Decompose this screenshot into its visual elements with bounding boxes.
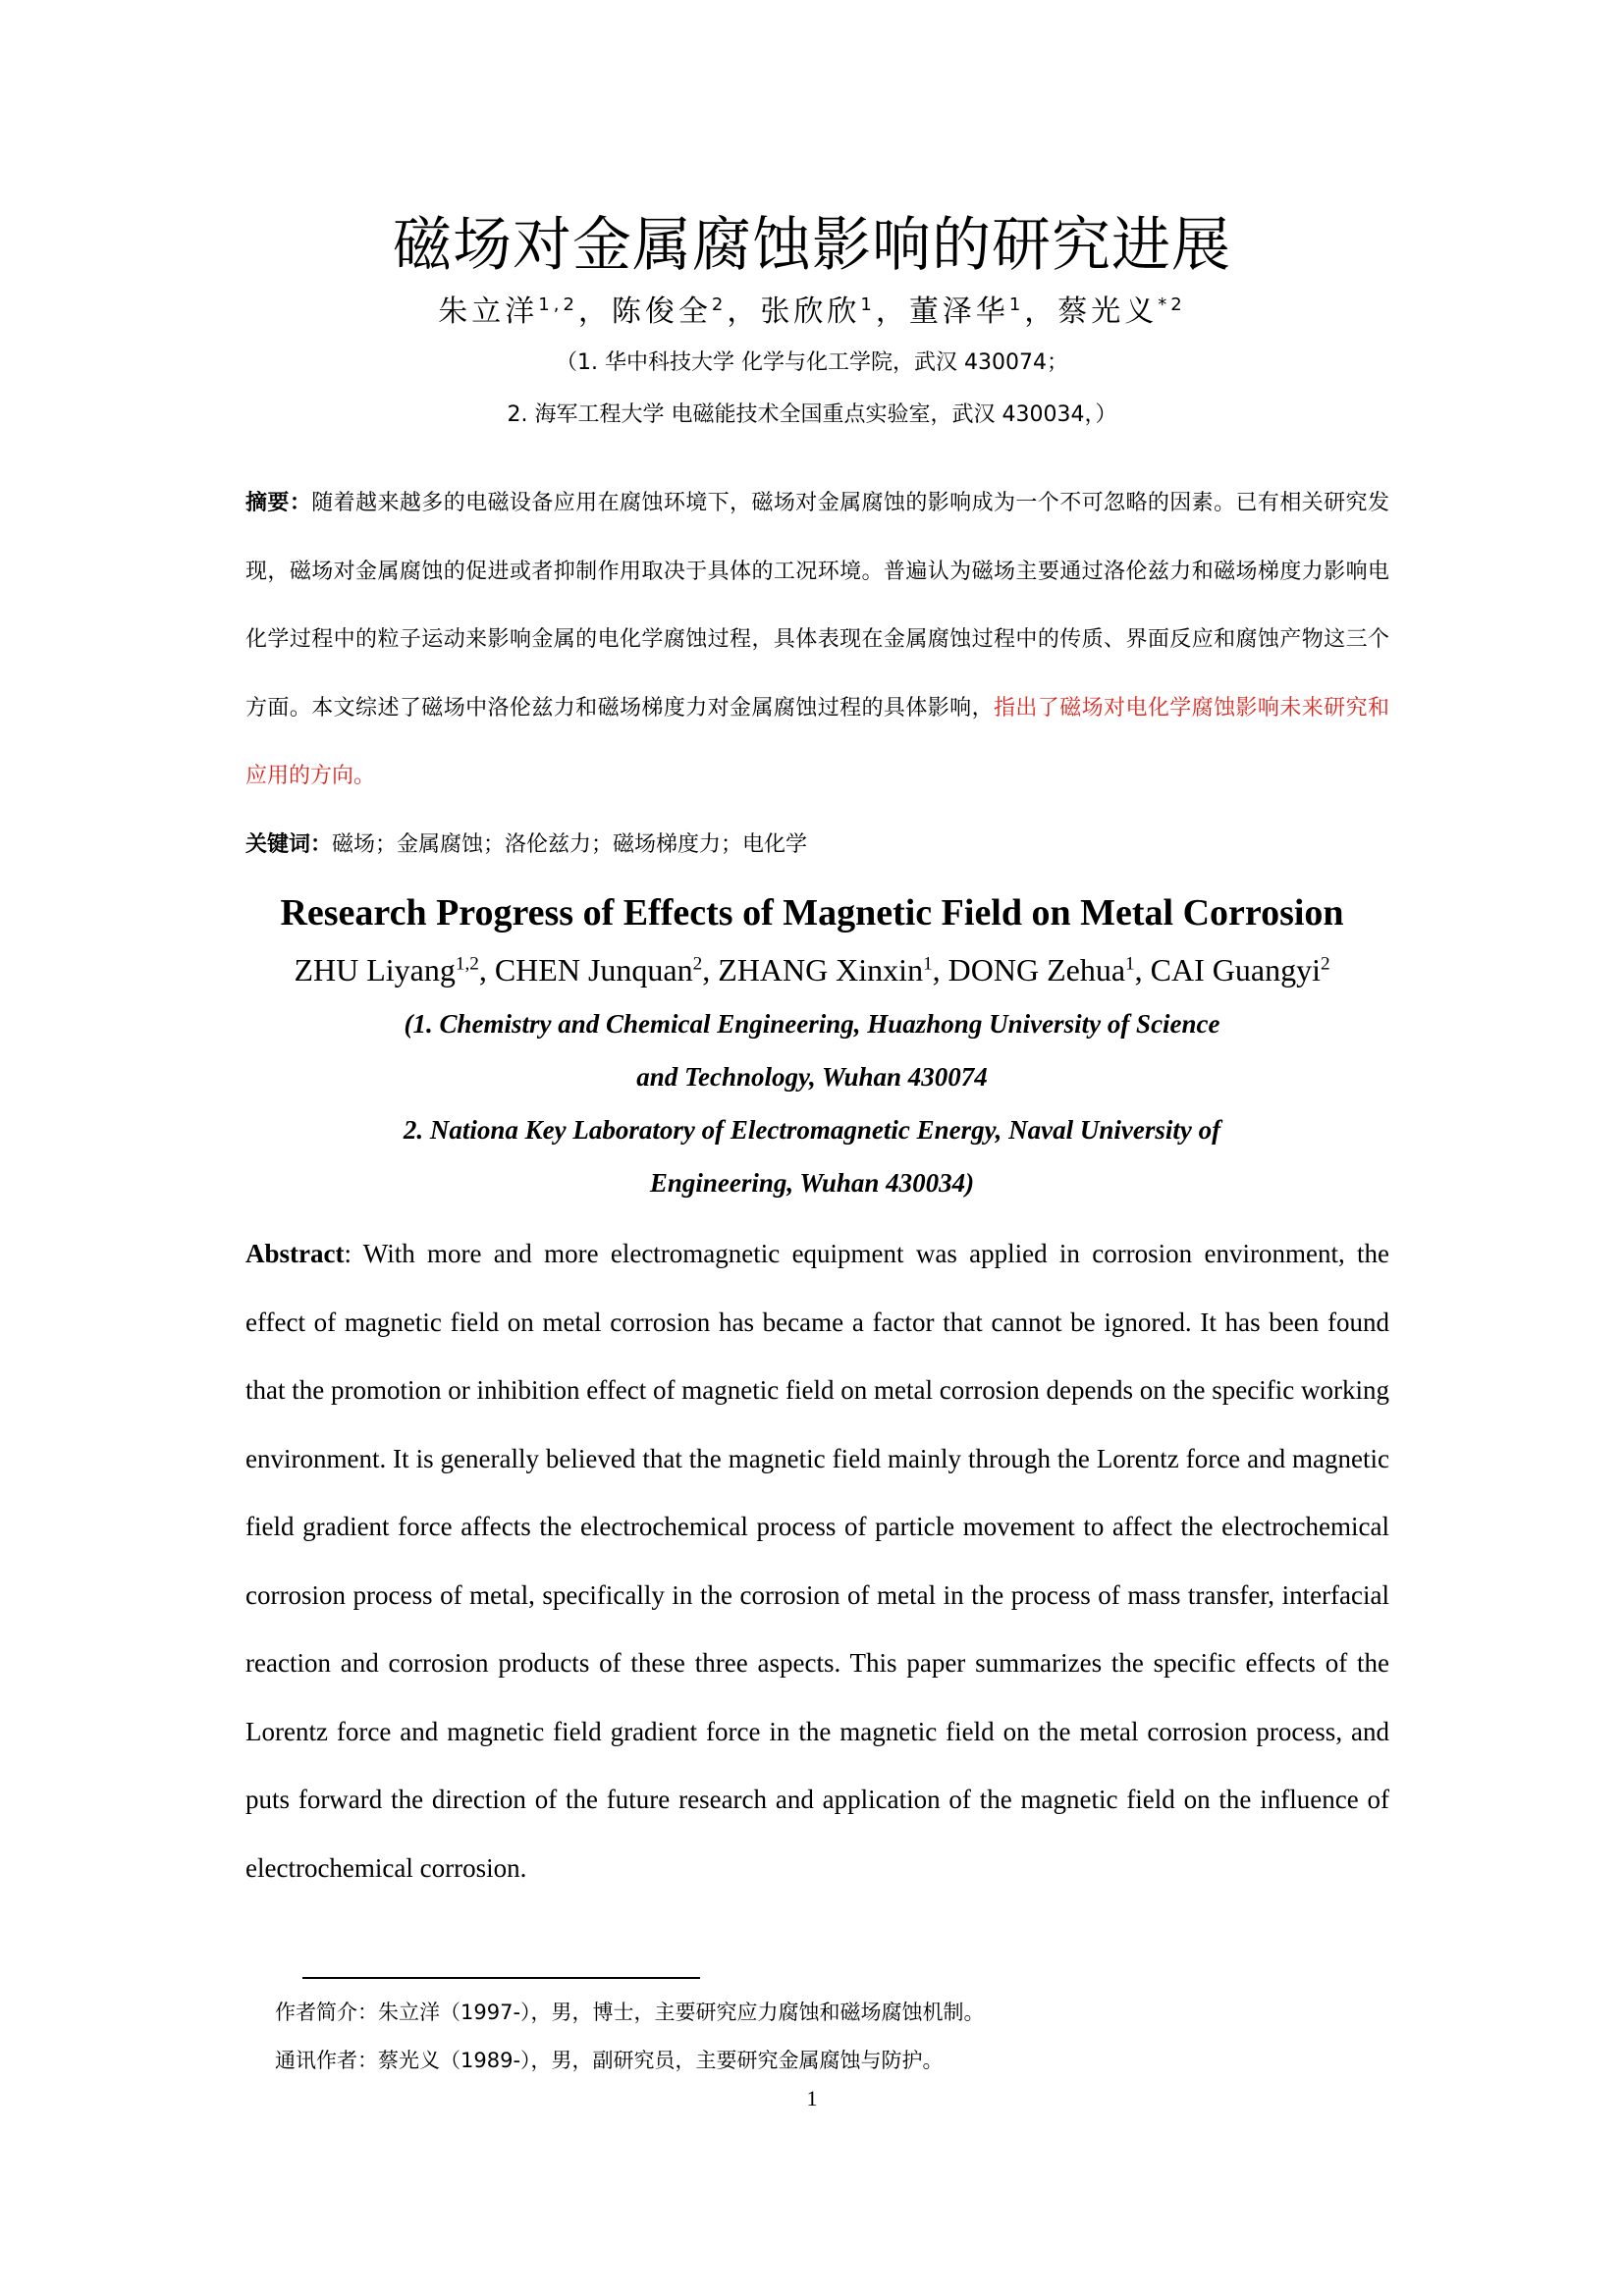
footnote-corresponding-author: 通讯作者：蔡光义（1989-），男，副研究员，主要研究金属腐蚀与防护。 [275,2049,944,2072]
affiliation-en-4: Engineering, Wuhan 430034) [649,1168,975,1198]
page-number: 1 [806,2086,818,2110]
authors-cn [0,287,1624,330]
abstract-cn [245,469,1389,811]
abstract-cn-text: 随着越来越多的电磁设备应用在腐蚀环境下，磁场对金属腐蚀的影响成为一个不可忽略的因素。已有相关研究发现，磁场对金属腐蚀的促进或者抑制作用取决于具体的工况环境。普遍认为磁场主要通过洛伦兹力和磁场梯度力影响电化学过程中的粒子运动来影响金属的电化学腐蚀过程，具体表现在金属腐蚀过程中的传质、界面反应和腐蚀产物这三个方面。本文综述了磁场中洛伦兹力和磁场梯度力对金属腐蚀过程的具体影响， [245,491,1389,721]
author-cn: 朱立洋$^{1,2}$， [438,294,612,329]
abstract-en-label: Abstract [245,1239,345,1268]
affiliation-en-1: (1. Chemistry and Chemical Engineering, Huazhong University of Science [404,1009,1220,1039]
author-en: ZHU Liyang$^{1,2}$, [294,952,495,988]
keywords-cn [245,830,1389,860]
author-cn: 蔡光义$^{*2}$ [1057,294,1186,329]
footnote-author-intro: 作者简介：朱立洋（1997-），男，博士，主要研究应力腐蚀和磁场腐蚀机制。 [275,2001,985,2024]
author-en: CAI Guangyi$^2$ [1150,952,1330,988]
title-en: Research Progress of Effects of Magnetic Field on Metal Corrosion [280,892,1344,934]
author-en: DONG Zehua$^1$, [947,952,1151,988]
affiliation-en-2: and Technology, Wuhan 430074 [636,1062,988,1092]
author-en: CHEN Junquan$^2$, [494,952,719,988]
abstract-en-text: : With more and more electromagnetic equipment was applied in corrosion environment, the effect of magnetic field on metal corrosion has became a factor that cannot be ignored. It has been found that the promotion or inhibition effect of magnetic field on metal corrosion depends on the specific working environment. It is generally believed that the magnetic field mainly through the Lorentz force and magnetic field gradient force affects the electrochemical process of particle movement to affect the electrochemical corrosion process of metal, specifically in the corrosion of metal in the process of mass transfer, interfacial reaction and corrosion products of these three aspects. This paper summarizes the specific effects of the Lorentz force and magnetic field gradient force in the magnetic field on the metal corrosion process, and puts forward the direction of the future research and application of the magnetic field on the influence of electrochemical corrosion. [245,1239,1389,1883]
affiliation-en-3: 2. Nationa Key Laboratory of Electromagnetic Energy, Naval University of [403,1115,1221,1145]
author-cn: 董泽华$^1$， [908,294,1058,329]
affiliation-cn-2: 2. 海军工程大学 电磁能技术全国重点实验室，武汉 430034，） [507,402,1117,427]
author-cn: 陈俊全$^2$， [611,294,761,329]
abstract-cn-label: 摘要： [245,491,312,515]
affiliation-cn-1: （1. 华中科技大学 化学与化工学院，武汉 430074； [556,350,1068,375]
abstract-cn-highlight: 指出了磁场对电化学腐蚀影响未来研究和应用的方向。 [245,695,1389,788]
author-en: ZHANG Xinxin$^1$, [718,952,948,988]
abstract-en [245,1220,1389,1902]
keywords-cn-text: 磁场；金属腐蚀；洛伦兹力；磁场梯度力；电化学 [332,832,808,857]
author-cn: 张欣欣$^1$， [760,294,909,329]
keywords-cn-label: 关键词： [245,832,333,857]
authors-en [0,952,1624,988]
footnote-divider [302,1977,700,1979]
title-cn: 磁场对金属腐蚀影响的研究进展 [393,211,1231,280]
